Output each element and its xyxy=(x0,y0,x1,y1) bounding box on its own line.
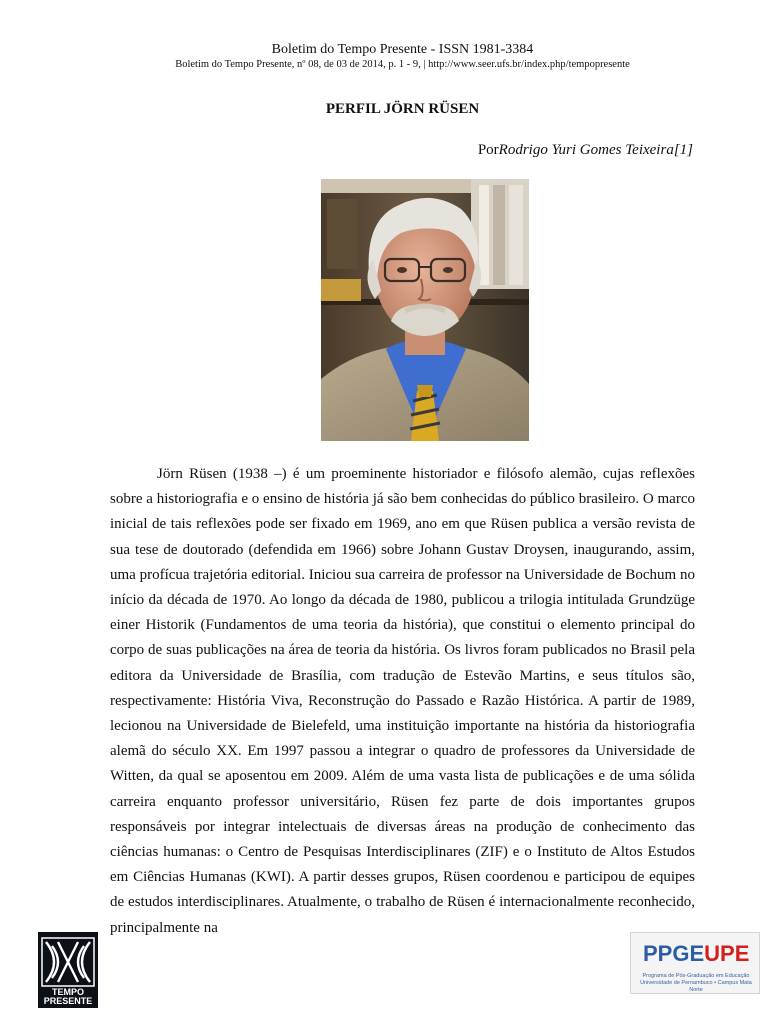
logo-text-line2: PRESENTE xyxy=(43,996,93,1006)
logo-text-line1: TEMPO xyxy=(51,987,84,997)
byline-prefix: Por xyxy=(477,142,499,158)
article-paragraph: Jörn Rüsen (1938 –) é um proeminente historiador e filósofo alemão, cujas reflexões sobre a historiografia e o ensino de história já são bem conhecidas do público brasileiro. O marco inicial de tais reflexões pode ser fixado em 1969, ano em que Rüsen publica a versão revista de sua tese de doutorado (defendida em 1966) sobre Johann Gustav Droysen, inaugurando, assim, uma profícua trajetória editorial. Iniciou sua carreira de professor na Universidade de Bochum no início da década de 1970. Ao longo da década de 1980, publicou a trilogia intitulada Grundzüge einer Historik (Fundamentos de uma teoria da história), que constitui o elemento principal do corpo de suas publicações na área de teoria da história. Os livros foram publicados no Brasil pela editora da Universidade de Brasília, com tradução de Estevão Martins, e seus títulos são, respectivamente: História Viva, Reconstrução do Passado e Razão Histórica. A partir de 1989, lecionou na Universidade de Bielefeld, uma instituição importante na história da historiografia alemã do século XX. Em 1997 passou a integrar o quadro de professores da Universidade de Witten, da qual se aposentou em 2009. Além de uma vasta lista de publicações e de uma sólida carreira enquanto professor universitário, Rüsen fez parte de dois importantes grupos responsáveis por integrar intelectuais de diversas áreas na produção de conhecimento das ciências humanas: o Centro de Pesquisas Interdisciplinares (ZIF) e o Instituto de Altos Estudos em Ciências Humanas (KWI). A partir desses grupos, Rüsen coordenou e participou de equipes de estudos interdisciplinares. Atualmente, o trabalho de Rüsen é internacionalmente reconhecido, principalmente na xyxy=(110,466,695,936)
ppge-upe-wordmark xyxy=(643,941,749,967)
ppge-caption-line1: Programa de Pós-Graduação em Educação xyxy=(642,973,750,979)
ppge-text: PPGE xyxy=(643,941,705,966)
tempo-presente-logo xyxy=(38,932,98,1008)
upe-text: UPE xyxy=(704,941,750,966)
article-title: PERFIL JÖRN RÜSEN xyxy=(325,101,480,117)
ppge-upe-logo xyxy=(630,932,760,994)
journal-header: Boletim do Tempo Presente - ISSN 1981-3384 xyxy=(271,42,534,57)
portrait-photo xyxy=(321,179,529,441)
ppge-caption-line2: Universidade de Pernambuco • Campus Mata Norte xyxy=(640,980,752,993)
citation-line: Boletim do Tempo Presente, nº 08, de 03 de 2014, p. 1 - 9, | http://www.seer.ufs.br/index.php/tempopresente xyxy=(175,59,630,70)
byline-author: Rodrigo Yuri Gomes Teixeira[1] xyxy=(498,142,693,158)
ppge-caption xyxy=(639,973,753,994)
byline xyxy=(478,142,693,159)
